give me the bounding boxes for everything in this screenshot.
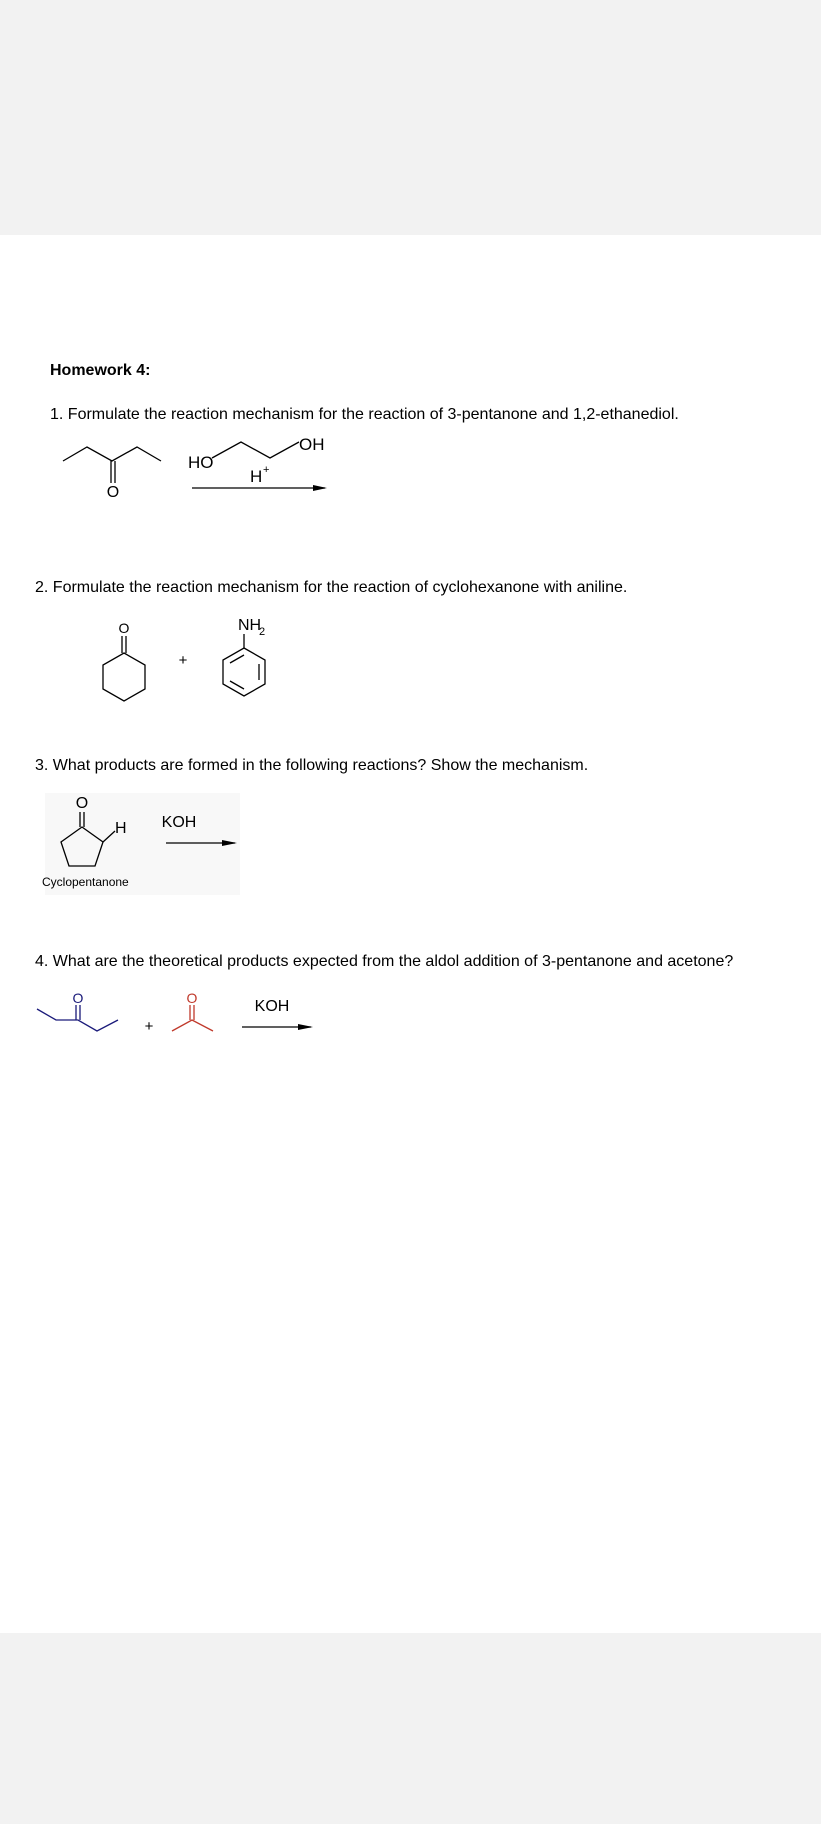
q1-arrowhead — [313, 485, 327, 491]
q3-h-label: H — [115, 820, 127, 837]
question-1-scheme — [55, 432, 345, 512]
question-3-scheme — [55, 791, 255, 871]
q2-nh-label: NH — [238, 617, 262, 634]
q4-arrowhead — [298, 1024, 313, 1030]
question-2-scheme — [95, 613, 285, 713]
q1-h-label: H — [250, 467, 263, 486]
q1-oxygen-label: O — [106, 484, 120, 501]
q2-plus-sign: + — [178, 652, 188, 669]
q4-reagent-koh: KOH — [254, 998, 290, 1015]
question-4-text: 4. What are the theoretical products expected from the aldol addition of 3-pentanone and acetone? — [35, 953, 734, 970]
q1-oh-label: OH — [299, 435, 325, 454]
acetone-structure-red — [172, 1005, 213, 1031]
pentanone-structure — [63, 447, 161, 483]
q2-subscript-2: 2 — [259, 626, 266, 638]
question-2-text: 2. Formulate the reaction mechanism for the reaction of cyclohexanone with aniline. — [35, 579, 628, 596]
question-4-scheme — [33, 988, 323, 1040]
aniline-structure — [223, 634, 265, 696]
q3-reagent-koh: KOH — [161, 814, 197, 831]
q1-plus-superscript: + — [263, 464, 270, 476]
cyclopentanone-structure — [61, 812, 115, 866]
q4-acetone-oxygen: O — [186, 990, 198, 1006]
question-1-text: 1. Formulate the reaction mechanism for the reaction of 3-pentanone and 1,2-ethanediol. — [50, 406, 679, 423]
q3-oxygen-label: O — [75, 795, 89, 812]
ethanediol-structure — [212, 442, 299, 458]
q4-pentanone-oxygen: O — [72, 990, 84, 1006]
cyclohexanone-structure — [103, 636, 145, 701]
q4-plus-sign: + — [144, 1018, 154, 1035]
pentanone-structure-navy — [33, 1005, 118, 1031]
q1-ho-label: HO — [188, 453, 214, 472]
question-3-text: 3. What products are formed in the following reactions? Show the mechanism. — [35, 757, 589, 774]
q3-arrowhead — [222, 840, 237, 846]
homework-heading: Homework 4: — [50, 362, 151, 379]
q2-oxygen-label: O — [118, 620, 130, 636]
cyclopentanone-caption: Cyclopentanone — [42, 875, 129, 889]
